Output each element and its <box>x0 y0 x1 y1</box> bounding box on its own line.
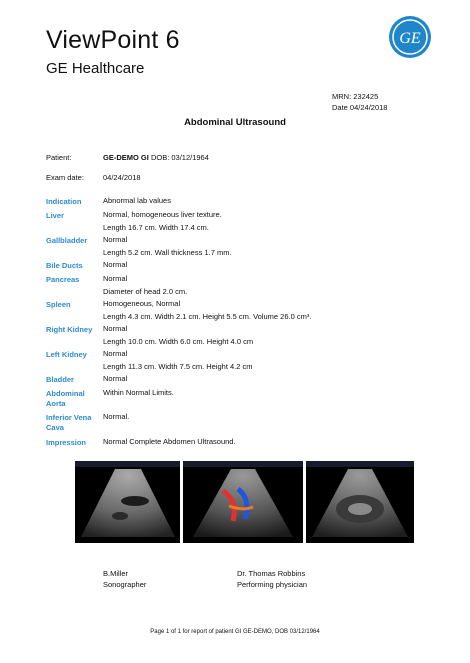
physician-signature <box>237 568 307 590</box>
ultrasound-image-liver <box>75 461 180 543</box>
page-footer: Page 1 of 1 for report of patient GI GE-DEMO, DOB 03/12/1964 <box>150 629 320 635</box>
finding-value-bile-ducts: Normal <box>103 260 128 269</box>
patient-info <box>103 153 209 162</box>
finding-value-left-kidney: Normal Length 11.3 cm. Width 7.5 cm. Height 4.2 cm <box>103 349 253 371</box>
finding-value-indication: Abnormal lab values <box>103 196 171 205</box>
physician-name: Dr. Thomas Robbins <box>237 569 306 578</box>
finding-label-pancreas: Pancreas <box>46 275 80 284</box>
finding-value-bladder: Normal <box>103 374 128 383</box>
patient-name: GE-DEMO GI <box>103 153 149 162</box>
sonographer-signature <box>103 568 146 590</box>
finding-value-pancreas: Normal Diameter of head 2.0 cm. <box>103 274 188 296</box>
finding-value-right-kidney: Normal Length 10.0 cm. Width 6.0 cm. Height 4.0 cm <box>103 324 254 346</box>
patient-dob: DOB: 03/12/1964 <box>150 153 209 162</box>
finding-value-gallbladder: Normal Length 5.2 cm. Wall thickness 1.7 mm. <box>103 235 232 257</box>
finding-value-spleen: Homogeneous, Normal Length 4.3 cm. Width 2.1 cm. Height 5.5 cm. Volume 26.0 cm³. <box>103 299 312 321</box>
patient-label: Patient: <box>46 153 72 162</box>
finding-label-gallbladder: Gallbladder <box>46 236 88 245</box>
company-name: GE Healthcare <box>46 60 145 77</box>
ultrasound-image-doppler <box>183 461 303 543</box>
finding-value-impression: Normal Complete Abdomen Ultrasound. <box>103 437 236 446</box>
finding-value-abdominal-aorta: Within Normal Limits. <box>103 388 174 397</box>
finding-label-indication: Indication <box>46 197 82 206</box>
finding-label-left-kidney: Left Kidney <box>46 350 87 359</box>
exam-date: 04/24/2018 <box>103 173 141 182</box>
finding-label-impression: Impression <box>46 438 87 447</box>
report-date: Date 04/24/2018 <box>332 103 388 112</box>
sonographer-role: Sonographer <box>103 580 147 589</box>
physician-role: Performing physician <box>237 580 308 589</box>
finding-label-right-kidney: Right Kidney <box>46 325 93 334</box>
finding-label-liver: Liver <box>46 211 64 220</box>
app-title: ViewPoint 6 <box>46 26 180 54</box>
exam-date-label: Exam date: <box>46 173 84 182</box>
mrn: MRN: 232425 <box>332 92 379 101</box>
finding-label-bile-ducts: Bile Ducts <box>46 261 83 270</box>
sonographer-name: B.Miller <box>103 569 129 578</box>
finding-value-inferior-vena-cava: Normal. <box>103 412 130 421</box>
ultrasound-image-kidney <box>306 461 414 543</box>
finding-label-spleen: Spleen <box>46 300 71 309</box>
finding-label-abdominal-aorta: Abdominal Aorta <box>46 389 85 408</box>
ge-logo <box>388 15 432 59</box>
ge-logo-text: GE <box>399 30 421 47</box>
finding-label-inferior-vena-cava: Inferior Vena Cava <box>46 413 92 432</box>
finding-value-liver: Normal, homogeneous liver texture. Length 16.7 cm. Width 17.4 cm. <box>103 210 222 232</box>
report-title: Abdominal Ultrasound <box>184 117 286 128</box>
finding-label-bladder: Bladder <box>46 375 74 384</box>
